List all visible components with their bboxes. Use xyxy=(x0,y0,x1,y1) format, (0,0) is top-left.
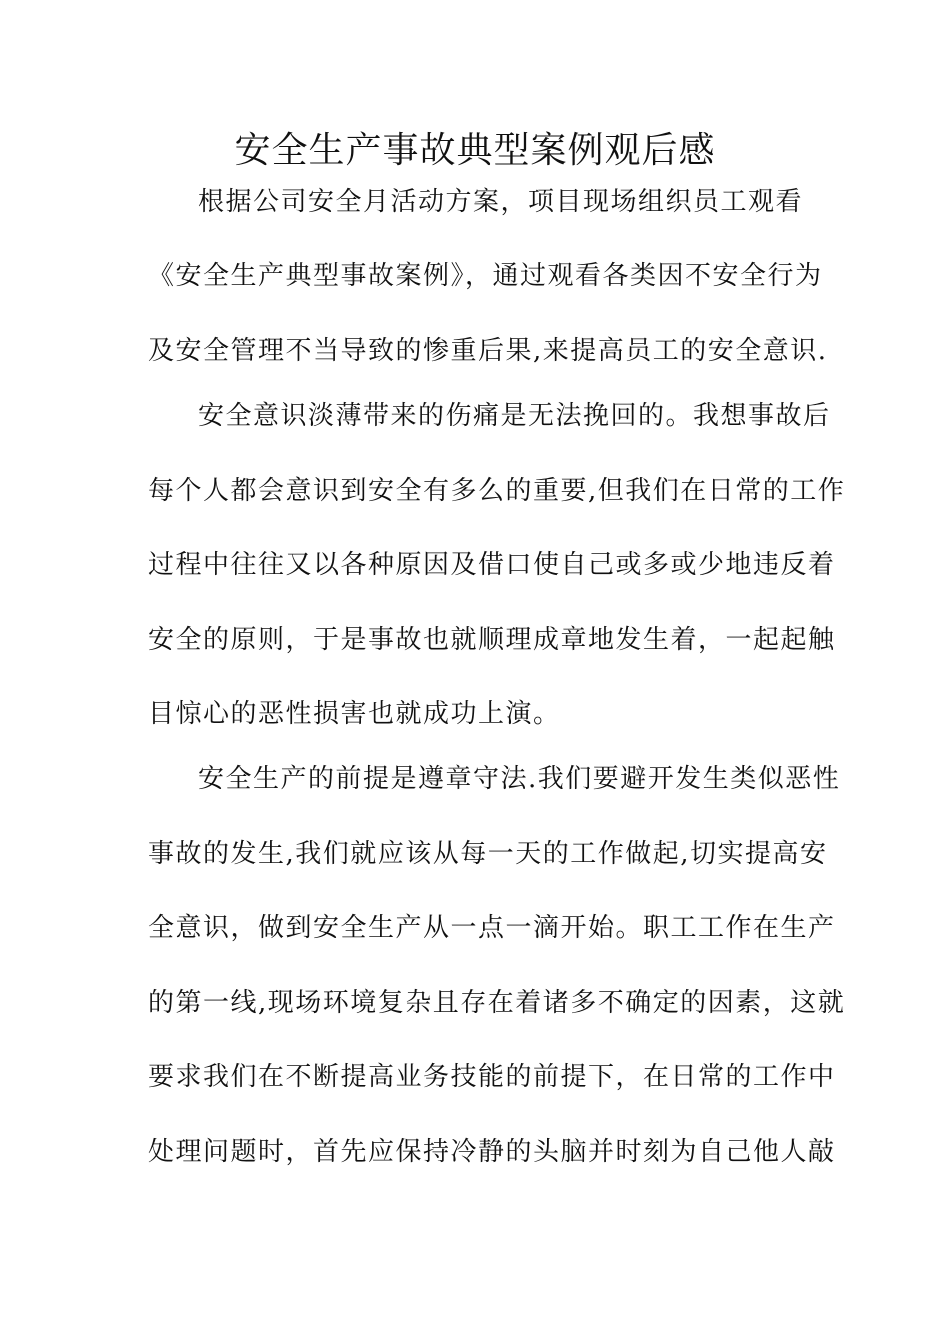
paragraph-3-line-4: 的第一线,现场环境复杂且存在着诸多不确定的因素，这就 xyxy=(148,988,846,1018)
paragraph-2-line-3: 过程中往往又以各种原因及借口使自己或多或少地违反着 xyxy=(148,550,836,580)
document-title: 安全生产事故典型案例观后感 xyxy=(234,130,716,171)
paragraph-2-line-4: 安全的原则，于是事故也就顺理成章地发生着，一起起触 xyxy=(148,625,836,655)
paragraph-3-line-6: 处理问题时，首先应保持冷静的头脑并时刻为自己他人敲 xyxy=(148,1137,836,1167)
paragraph-1-line-1: 根据公司安全月活动方案，项目现场组织员工观看 xyxy=(198,187,804,217)
paragraph-2-line-5: 目惊心的恶性损害也就成功上演。 xyxy=(148,699,561,729)
paragraph-3-line-2: 事故的发生,我们就应该从每一天的工作做起,切实提高安 xyxy=(148,839,828,869)
paragraph-3-line-1: 安全生产的前提是遵章守法.我们要避开发生类似恶性 xyxy=(198,764,841,794)
paragraph-3-line-5: 要求我们在不断提高业务技能的前提下，在日常的工作中 xyxy=(148,1062,836,1092)
paragraph-2-line-2: 每个人都会意识到安全有多么的重要,但我们在日常的工作 xyxy=(148,476,846,506)
paragraph-1-line-2: 《安全生产典型事故案例》，通过观看各类因不安全行为 xyxy=(148,261,823,291)
paragraph-2-line-1: 安全意识淡薄带来的伤痛是无法挽回的。我想事故后 xyxy=(198,401,831,431)
paragraph-1-line-3: 及安全管理不当导致的惨重后果,来提高员工的安全意识. xyxy=(148,336,828,366)
paragraph-3-line-3: 全意识，做到安全生产从一点一滴开始。职工工作在生产 xyxy=(148,913,836,943)
